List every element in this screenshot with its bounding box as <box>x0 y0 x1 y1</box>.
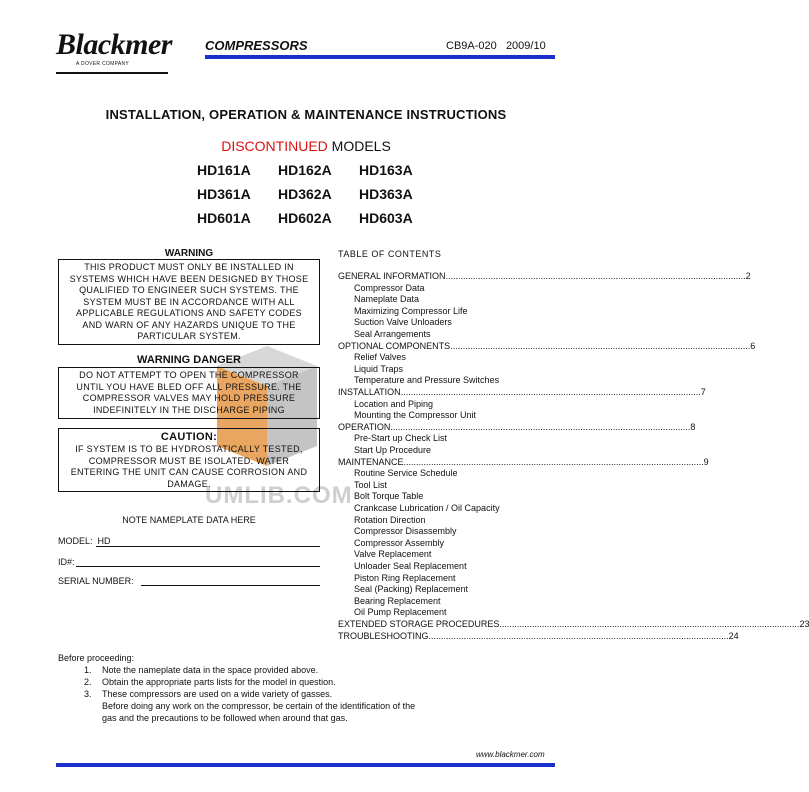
toc-subsection[interactable]: Crankcase Lubrication / Oil Capacity <box>354 503 500 513</box>
toc-subsection[interactable]: Temperature and Pressure Switches <box>354 375 500 386</box>
toc-subsection[interactable]: Oil Pump Replacement <box>354 607 447 618</box>
toc-section-label: TROUBLESHOOTING <box>338 630 429 641</box>
caution-line: DAMAGE. <box>167 478 211 489</box>
danger-heading: WARNING DANGER <box>137 354 241 366</box>
warning-line: QUALIFIED TO ENGINEER SUCH SYSTEMS. THE <box>79 285 299 295</box>
toc-section[interactable] <box>338 456 709 468</box>
blackmer-logo <box>56 28 172 76</box>
toc-section[interactable] <box>338 387 706 398</box>
watermark-text: UMLIB.COM <box>205 482 353 509</box>
toc-section[interactable] <box>338 619 809 630</box>
toc-section[interactable] <box>338 421 696 433</box>
caution-line: COMPRESSOR MUST BE ISOLATED. WATER <box>88 455 290 466</box>
toc-leader-dots: ........................................................................................................................ <box>445 271 746 281</box>
toc-title: TABLE OF CONTENTS <box>338 249 442 259</box>
model-item: HD363A <box>359 186 413 202</box>
warning-line: PARTICULAR SYSTEM. <box>137 331 241 341</box>
toc-subsection[interactable]: Nameplate Data <box>354 294 420 305</box>
logo-underline <box>56 72 168 74</box>
toc-subsection[interactable]: Compressor Disassembly <box>354 526 457 537</box>
doc-date: 2009/10 <box>505 40 546 52</box>
model-value: HD <box>97 536 111 546</box>
model-item: HD603A <box>359 210 413 226</box>
logo-subtitle: A DOVER COMPANY <box>76 61 130 67</box>
toc-leader-dots: ........................................................................................................................ <box>499 619 800 629</box>
footer-rule <box>56 763 555 767</box>
toc-subsection[interactable]: Pre-Start up Check List <box>354 433 448 444</box>
model-item: HD602A <box>278 210 332 226</box>
procedure-num: 3. <box>84 689 92 699</box>
toc-section-label: MAINTENANCE <box>338 456 404 467</box>
danger-line: COMPRESSOR VALVES MAY HOLD PRESSURE <box>82 393 296 403</box>
model-field[interactable] <box>58 536 111 546</box>
toc-page-number: 9 <box>703 456 709 467</box>
toc-subsection[interactable]: Suction Valve Unloaders <box>354 317 452 328</box>
warning-line: SYSTEM MUST BE IN ACCORDANCE WITH ALL <box>83 296 295 307</box>
toc-section[interactable] <box>338 271 751 282</box>
toc-page-number: 8 <box>690 421 696 432</box>
warning-line: AND WARN OF ANY HAZARDS UNIQUE TO THE <box>82 319 296 330</box>
models-heading <box>0 138 612 154</box>
model-line <box>96 546 320 547</box>
toc-section-label: OPERATION <box>338 421 391 432</box>
toc-leader-dots: ........................................................................................................................ <box>450 340 751 351</box>
logo-wordmark: Blackmer <box>56 28 172 61</box>
model-item: HD361A <box>197 186 251 202</box>
discontinued-label: DISCONTINUED <box>221 138 328 154</box>
toc-section-label: EXTENDED STORAGE PROCEDURES <box>338 619 500 629</box>
procedure-num: 1. <box>84 665 92 675</box>
procedure-text: These compressors are used on a wide variety of gasses. <box>102 689 333 699</box>
toc-subsection[interactable]: Rotation Direction <box>354 514 426 525</box>
toc-subsection[interactable]: Seal (Packing) Replacement <box>354 584 469 595</box>
toc-page-number: 24 <box>728 630 739 641</box>
toc-subsection[interactable]: Compressor Data <box>354 282 425 293</box>
danger-line: DO NOT ATTEMPT TO OPEN THE COMPRESSOR <box>79 370 299 380</box>
procedure-num: 2. <box>84 677 92 687</box>
toc-subsection[interactable]: Location and Piping <box>354 398 434 409</box>
toc-subsection[interactable]: Unloader Seal Replacement <box>354 561 467 571</box>
warning-heading: WARNING <box>164 248 214 259</box>
toc-subsection[interactable]: Mounting the Compressor Unit <box>354 410 477 421</box>
toc-leader-dots: ........................................................................................................................ <box>400 387 701 397</box>
warning-box <box>58 259 320 345</box>
id-label: ID#: <box>58 557 75 567</box>
toc-subsection[interactable]: Piston Ring Replacement <box>354 572 456 583</box>
toc-section-label: GENERAL INFORMATION <box>338 271 446 281</box>
danger-line: INDEFINITELY IN THE DISCHARGE PIPING <box>93 404 285 415</box>
model-item: HD601A <box>197 210 251 226</box>
procedure-cont: Before doing any work on the compressor, be certain of the identification of the <box>102 701 416 711</box>
header-doc-id <box>446 40 546 52</box>
caution-heading: CAUTION: <box>160 431 218 443</box>
toc-section-label: INSTALLATION <box>338 387 401 397</box>
toc-subsection[interactable]: Routine Service Schedule <box>354 468 458 479</box>
toc-subsection[interactable]: Maximizing Compressor Life <box>354 305 468 316</box>
procedure-text: Obtain the appropriate parts lists for the model in question. <box>102 677 336 687</box>
id-line[interactable] <box>76 566 320 567</box>
toc-page-number: 6 <box>750 340 756 351</box>
nameplate-heading: NOTE NAMEPLATE DATA HERE <box>122 515 256 525</box>
procedure-text: Note the nameplate data in the space provided above. <box>102 665 319 675</box>
models-label: MODELS <box>331 138 391 154</box>
serial-line[interactable] <box>141 585 320 586</box>
toc-subsection[interactable]: Valve Replacement <box>354 549 432 560</box>
danger-line: UNTIL YOU HAVE BLED OFF ALL PRESSURE. THE <box>76 381 302 392</box>
model-item: HD161A <box>197 162 251 178</box>
footer-url[interactable]: www.blackmer.com <box>476 750 545 759</box>
toc-subsection[interactable]: Tool List <box>354 479 388 490</box>
page-title: INSTALLATION, OPERATION & MAINTENANCE INSTRUCTIONS <box>105 107 507 122</box>
toc-subsection[interactable]: Bearing Replacement <box>354 595 441 606</box>
procedure-cont: gas and the precautions to be followed when around that gas. <box>102 713 348 723</box>
toc-subsection[interactable]: Bolt Torque Table <box>354 491 424 502</box>
toc-leader-dots: ........................................................................................................................ <box>428 630 729 641</box>
caution-box <box>58 428 320 492</box>
header-rule <box>205 55 555 59</box>
toc-page-number: 23 <box>799 619 809 629</box>
danger-box <box>58 367 320 419</box>
toc-section[interactable] <box>338 630 739 642</box>
toc-subsection[interactable]: Seal Arrangements <box>354 329 431 339</box>
toc-subsection[interactable]: Relief Valves <box>354 352 406 363</box>
caution-line: ENTERING THE UNIT CAN CAUSE CORROSION AND <box>70 467 308 477</box>
warning-line: THIS PRODUCT MUST ONLY BE INSTALLED IN <box>84 262 294 272</box>
toc-subsection[interactable]: Liquid Traps <box>354 363 404 374</box>
toc-leader-dots: ........................................................................................................................ <box>390 421 691 432</box>
toc-subsection[interactable]: Compressor Assembly <box>354 537 445 548</box>
toc-page-number: 7 <box>700 387 706 397</box>
procedure-intro: Before proceeding: <box>58 653 135 663</box>
header-title: COMPRESSORS <box>205 38 308 53</box>
toc-subsection[interactable]: Start Up Procedure <box>354 445 432 455</box>
model-item: HD163A <box>359 162 413 178</box>
serial-label: SERIAL NUMBER: <box>58 576 134 586</box>
toc-leader-dots: ........................................................................................................................ <box>403 456 704 467</box>
model-item: HD362A <box>278 186 332 202</box>
toc-section-label: OPTIONAL COMPONENTS <box>338 340 451 351</box>
model-label: MODEL: <box>58 536 93 546</box>
caution-line: IF SYSTEM IS TO BE HYDROSTATICALLY TESTED, <box>75 444 303 454</box>
model-item: HD162A <box>278 162 332 178</box>
toc-section[interactable] <box>338 340 756 352</box>
warning-line: APPLICABLE REGULATIONS AND SAFETY CODES <box>76 308 302 318</box>
warning-line: SYSTEMS WHICH HAVE BEEN DESIGNED BY THOSE <box>69 273 309 284</box>
doc-code: CB9A-020 <box>446 40 497 52</box>
toc-page-number: 2 <box>745 271 751 281</box>
